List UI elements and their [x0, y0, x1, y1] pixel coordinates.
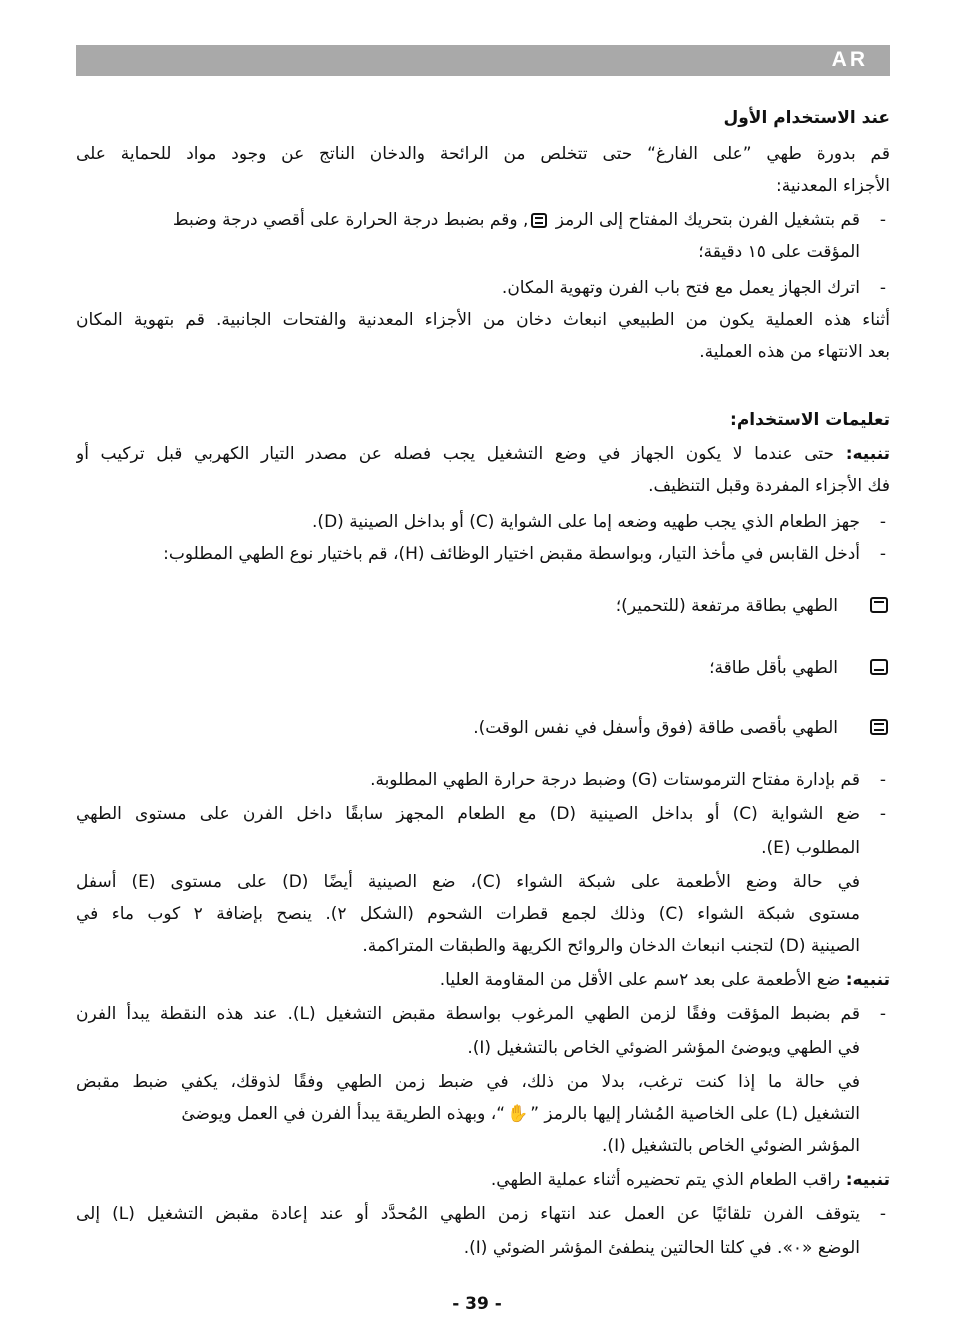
warning-text: حتى عندما لا يكون الجهاز في وضع التشغيل يجب فصله عن مصدر التيار الكهربي قبل تركيب أو	[76, 444, 835, 464]
usage-bullet-4	[76, 798, 890, 830]
top-bottom-heat-icon	[870, 719, 888, 735]
usage-bullet-3	[76, 764, 890, 796]
manual-mode-text-b: “، وبهذه الطريقة يبدأ الفرن في العمل ويوضئ	[181, 1104, 506, 1124]
bullet-dash: -	[879, 1004, 887, 1024]
usage-bullet-5	[76, 998, 890, 1030]
manual-mode-line3: المؤشر الضوئي الخاص بالتشغيل (I).	[602, 1136, 860, 1156]
usage-bullet-6-text: يتوقف الفرن تلقائيًا عن العمل عند انتهاء زمن الطهي المُحدَّد أو عند إعادة مقبض التشغيل (L) إلى	[76, 1204, 861, 1224]
usage-bullet-4-text: ضع الشواية (C) أو بداخل الصينية (D) مع الطعام المجهز سابقًا داخل الفرن على مستوى الطهي	[76, 804, 861, 824]
bullet-dash: -	[879, 278, 887, 298]
first-use-note-line1: أثناء هذه العملية يكون من الطبيعي انبعاث دخان من الأجزاء المعدنية والفتحات الجانبية. قم بتهوية المكان	[76, 310, 890, 330]
usage-bullet-5-line2: في الطهي ويوضئ المؤشر الضوئي الخاص بالتشغيل (I).	[467, 1038, 860, 1058]
warning-text: راقب الطعام الذي يتم تحضيره أثناء عملية الطهي.	[490, 1170, 841, 1190]
usage-warning-3	[76, 1164, 890, 1196]
usage-heading: تعليمات الاستخدام:	[730, 410, 890, 430]
mode-row-top-heat	[76, 590, 890, 622]
page-number: - 39 -	[452, 1294, 502, 1314]
mode-row-top-bottom-heat	[76, 712, 890, 744]
usage-bullet-5-text: قم بضبط المؤقت وفقًا لزمن الطهي المرغوب بواسطة مقبض التشغيل (L). عند هذه النقطة يبدأ الفرن	[76, 1004, 860, 1024]
warning-text: ضع الأطعمة على بعد ٢سم على الأقل من المقاومة العليا.	[439, 970, 841, 990]
grill-note-line2: مستوى شبكة الشواء (C) وذلك لجمع قطرات الشحوم (الشكل ٢). ينصح بإضافة ٢ كوب ماء في	[76, 904, 860, 924]
mode-row-bottom-heat	[76, 652, 890, 684]
bullet-2-text: اترك الجهاز يعمل مع فتح باب الفرن وتهوية المكان.	[501, 278, 860, 298]
bullet-1-text-b: وقم بضبط درجة الحرارة على أقصي درجة وضبط	[172, 210, 518, 230]
mode-label: الطهي بأقصى طاقة (فوق وأسفل في نفس الوقت).	[473, 718, 838, 738]
bottom-heat-icon	[870, 659, 888, 675]
usage-warning-line2: فك الأجزاء المفردة وقبل التنظيف.	[648, 476, 890, 496]
warning-label: تنبيه:	[845, 1170, 890, 1190]
usage-bullet-3-text: قم بإدارة مفتاح الترموستات (G) وضبط درجة حرارة الطهي المطلوبة.	[370, 770, 860, 790]
mode-label: الطهي بطاقة مرتفعة (للتحمير)؛	[615, 596, 838, 616]
top-bottom-heat-icon	[531, 213, 547, 228]
first-use-intro-line1: قم بدورة طهي ”على الفارغ“ حتى تتخلص من الرائحة والدخان الناتج عن وجود مواد للحماية على	[76, 144, 890, 164]
grill-note-line3: الصينية (D) لتجنب انبعاث الدخان والروائح الكريهة والطبقات المتراكمة.	[362, 936, 860, 956]
usage-warning-line1	[76, 438, 890, 470]
usage-bullet-1-text: جهز الطعام الذي يجب طهيه وضعه إما على الشواية (C) أو بداخل الصينية (D).	[312, 512, 860, 532]
bullet-dash: -	[879, 544, 887, 564]
grill-note-line1: في حالة وضع الأطعمة على شبكة الشواء (C)، ضع الصينية أيضًا (D) على مستوى (E) أسفل	[76, 872, 860, 892]
manual-mode-line2	[76, 1098, 860, 1130]
first-use-heading: عند الاستخدام الأول	[723, 108, 890, 128]
usage-bullet-1	[76, 506, 890, 538]
first-use-bullet-2	[76, 272, 890, 304]
bullet-dash: -	[879, 770, 887, 790]
usage-bullet-6	[76, 1198, 890, 1230]
manual-mode-line1: في حالة ما إذا كنت ترغب، بدلا من ذلك، في ضبط زمن الطهي وفقًا لذوقك، يكفي ضبط مقبض	[76, 1072, 860, 1092]
hand-icon: ✋	[507, 1104, 529, 1124]
manual-mode-text-a: التشغيل (L) على الخاصية المُشار إليها بالرمز ”	[530, 1104, 860, 1124]
usage-bullet-2	[76, 538, 890, 570]
bullet-dash: -	[879, 804, 887, 824]
usage-bullet-2-text: أدخل القابس في مأخذ التيار، وبواسطة مقبض اختيار الوظائف (H)، قم باختيار نوع الطهي المطلوب:	[163, 544, 860, 564]
usage-warning-2	[76, 964, 890, 996]
first-use-note-line2: بعد الانتهاء من هذه العملية.	[699, 342, 890, 362]
language-label: AR	[831, 48, 868, 71]
warning-label: تنبيه:	[845, 444, 890, 464]
bullet-dash: -	[879, 1204, 887, 1224]
mode-label: الطهي بأقل طاقة؛	[709, 658, 838, 678]
top-heat-icon	[870, 597, 888, 613]
bullet-1-text-a: قم بتشغيل الفرن بتحريك المفتاح إلى الرمز	[555, 210, 860, 230]
bullet-dash: -	[879, 210, 887, 230]
warning-label: تنبيه:	[845, 970, 890, 990]
language-header-bar	[76, 45, 890, 76]
first-use-intro-line2: الأجزاء المعدنية:	[776, 176, 890, 196]
bullet-dash: -	[879, 512, 887, 532]
first-use-bullet-1-line2: المؤقت على ١٥ دقيقة؛	[698, 242, 860, 262]
usage-bullet-4-line2: المطلوب (E).	[761, 838, 860, 858]
first-use-bullet-1: - قم بتشغيل الفرن بتحريك المفتاح إلى الرمز , وقم بضبط درجة الحرارة على أقصي درجة وضبط	[76, 204, 890, 236]
usage-bullet-6-line2: الوضع «٠». في كلتا الحالتين ينطفئ المؤشر الضوئي (I).	[463, 1238, 860, 1258]
